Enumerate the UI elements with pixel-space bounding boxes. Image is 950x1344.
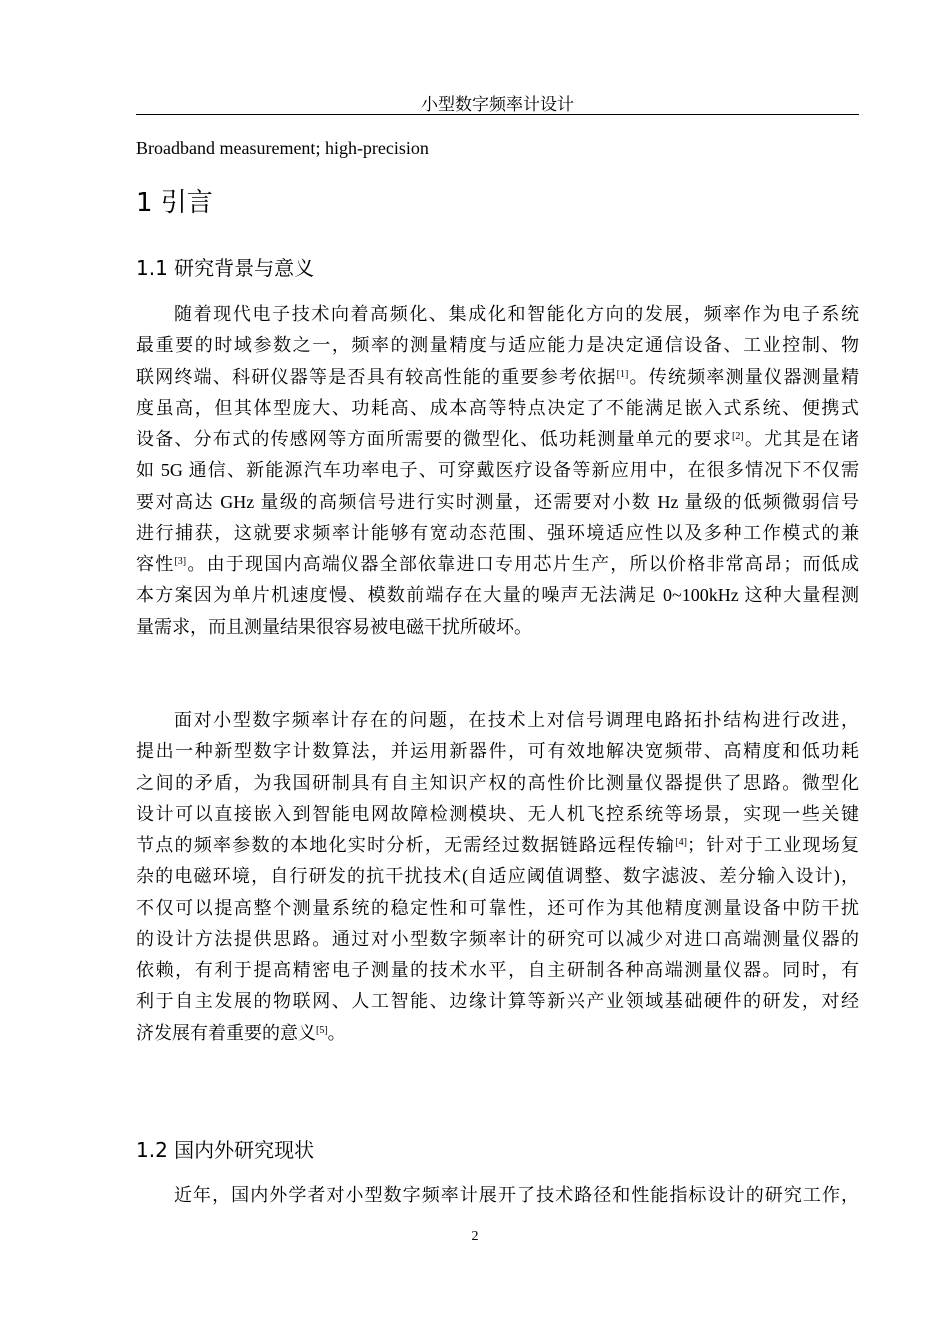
line-text: 面对小型数字频率计存在的问题，在技术上对信号调理电路拓扑结构进行改进， (174, 710, 859, 730)
text-line (136, 330, 859, 361)
line-text: 设备、分布式的传感网等方面所需要的微型化、低功耗测量单元的要求 (136, 429, 732, 449)
line-text: 最重要的时域参数之一，频率的测量精度与适应能力是决定通信设备、工业控制、物 (136, 335, 859, 356)
running-header: 小型数字频率计设计 (421, 95, 574, 114)
line-text: 进行捕获，这就要求频率计能够有宽动态范围、强环境适应性以及多种工作模式的兼 (136, 522, 859, 543)
line-text: 节点的频率参数的本地化实时分析，无需经过数据链路远程传输 (136, 835, 676, 855)
citation[interactable]: [3] (174, 556, 187, 567)
line-text: 容性 (136, 554, 175, 574)
text-line (136, 955, 859, 986)
header-rule (136, 114, 859, 115)
text-line (136, 299, 859, 330)
keywords-continuation: Broadband measurement; high-precision (136, 138, 429, 158)
line-text: 。传统频率测量仪器测量精 (628, 366, 859, 387)
line-text: 利于自主发展的物联网、人工智能、边缘计算等新兴产业领域基础硬件的研发，对经 (136, 991, 859, 1012)
paragraph (136, 1180, 859, 1211)
line-text: 量需求，而且测量结果很容易被电磁干扰所破坏。 (136, 616, 532, 637)
line-text: 济发展有着重要的意义 (136, 1022, 316, 1043)
text-line (136, 736, 859, 767)
section-heading: 1 引言 (136, 188, 213, 218)
line-text: 要对高达 GHz 量级的高频信号进行实时测量，还需要对小数 Hz 量级的低频微弱信号 (136, 491, 859, 512)
paragraph (136, 705, 859, 1049)
text-line (136, 893, 859, 924)
line-text: 如 5G 通信、新能源汽车功率电子、可穿戴医疗设备等新应用中，在很多情况下不仅需 (136, 460, 859, 481)
text-line (136, 799, 859, 830)
line-text: 设计可以直接嵌入到智能电网故障检测模块、无人机飞控系统等场景，实现一些关键 (136, 803, 859, 824)
text-line (136, 393, 859, 424)
text-line (136, 830, 859, 861)
text-line (136, 1180, 859, 1211)
page-number: 2 (471, 1229, 479, 1244)
text-line (136, 487, 859, 518)
citation[interactable]: [5] (316, 1024, 328, 1036)
line-text: 随着现代电子技术向着高频化、集成化和智能化方向的发展，频率作为电子系统 (174, 304, 859, 324)
citation[interactable]: [2] (731, 431, 744, 442)
citation[interactable]: [1] (616, 368, 629, 380)
subsection-heading: 1.1 研究背景与意义 (136, 256, 315, 280)
paragraph (136, 299, 859, 643)
text-line (136, 549, 859, 580)
line-text: 之间的矛盾，为我国研制具有自主知识产权的高性价比测量仪器提供了思路。微型化 (136, 772, 859, 793)
text-line (136, 861, 859, 892)
text-line (136, 768, 859, 799)
text-line (136, 455, 859, 486)
text-line (136, 612, 859, 643)
line-text: 。由于现国内高端仪器全部依靠进口专用芯片生产，所以价格非常高昂；而低成 (186, 554, 859, 574)
text-line (136, 518, 859, 549)
text-line (136, 924, 859, 955)
text-line (136, 986, 859, 1017)
text-line (136, 1018, 859, 1049)
line-text: 的设计方法提供思路。通过对小型数字频率计的研究可以减少对进口高端测量仪器的 (136, 928, 859, 949)
citation[interactable]: [4] (675, 837, 687, 848)
line-text: 本方案因为单片机速度慢、模数前端存在大量的噪声无法满足 0~100kHz 这种大量程测 (136, 585, 859, 606)
line-text: 度虽高，但其体型庞大、功耗高、成本高等特点决定了不能满足嵌入式系统、便携式 (136, 397, 859, 418)
line-text: 不仅可以提高整个测量系统的稳定性和可靠性，还可作为其他精度测量设备中防干扰 (136, 897, 859, 918)
line-text: 依赖，有利于提高精密电子测量的技术水平，自主研制各种高端测量仪器。同时，有 (136, 960, 859, 980)
text-line (136, 705, 859, 736)
line-text: 联网终端、科研仪器等是否具有较高性能的重要参考依据 (136, 366, 617, 387)
line-text: 提出一种新型数字计数算法，并运用新器件，可有效地解决宽频带、高精度和低功耗 (136, 741, 859, 762)
line-text: 。 (327, 1022, 346, 1043)
line-text: 杂的电磁环境，自行研发的抗干扰技术(自适应阈值调整、数字滤波、差分输入设计)， (136, 866, 859, 887)
subsection-heading: 1.2 国内外研究现状 (136, 1138, 315, 1162)
line-text: 。尤其是在诸 (743, 429, 860, 449)
text-line (136, 362, 859, 393)
text-line (136, 580, 859, 611)
line-text: ；针对于工业现场复 (686, 835, 860, 855)
text-line (136, 424, 859, 455)
line-text: 近年，国内外学者对小型数字频率计展开了技术路径和性能指标设计的研究工作， (174, 1185, 859, 1205)
